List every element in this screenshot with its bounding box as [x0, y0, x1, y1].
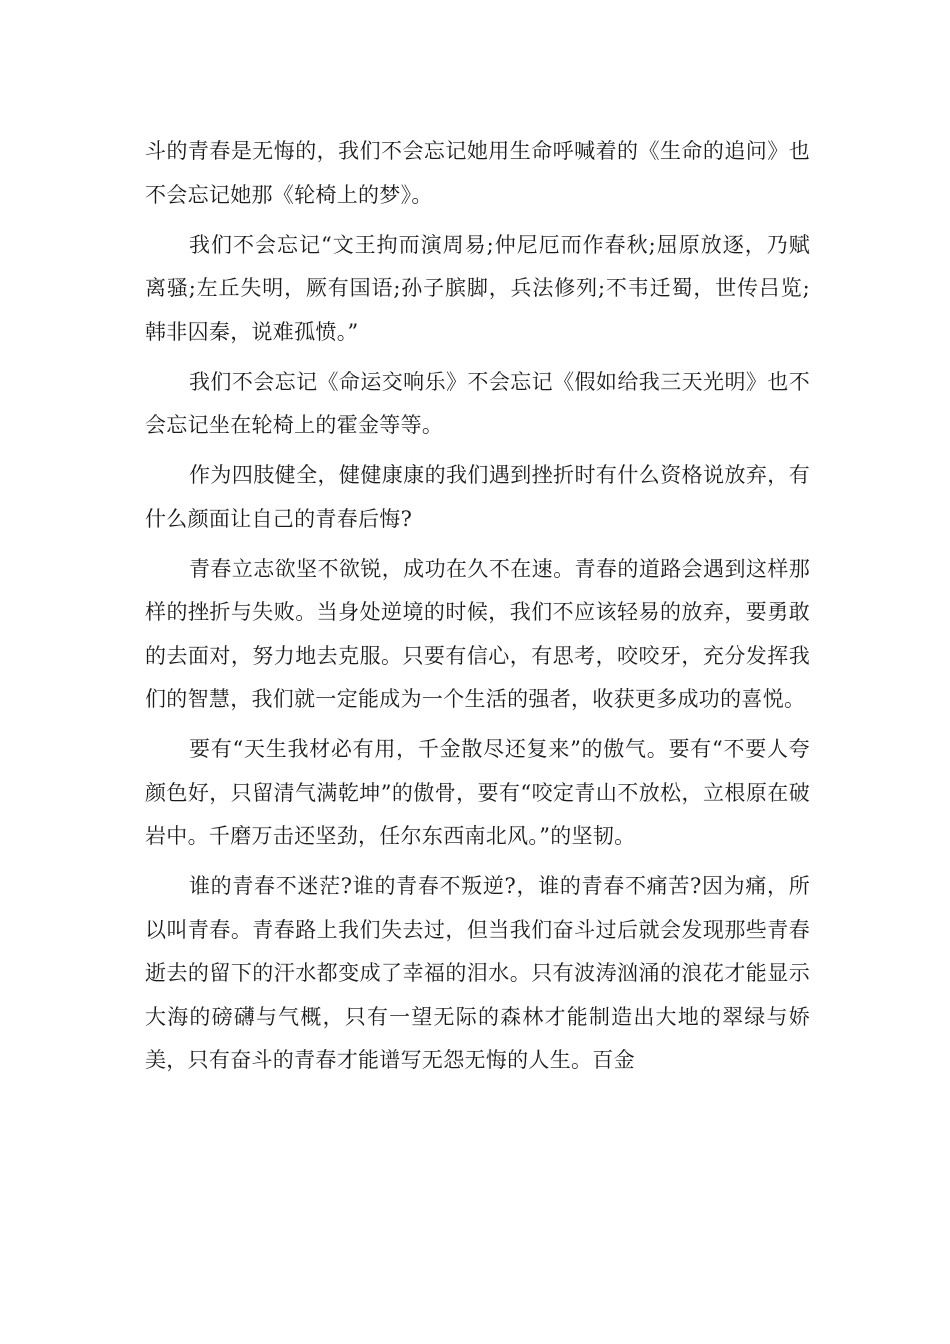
paragraph-1: 斗的青春是无悔的，我们不会忘记她用生命呼喊着的《生命的追问》也不会忘记她那《轮椅上的梦》。: [145, 139, 810, 207]
paragraph-2: 我们不会忘记“文王拘而演周易;仲尼厄而作春秋;屈原放逐，乃赋离骚;左丘失明，厥有国语;孙子膑脚，兵法修列;不韦迁蜀，世传吕览;韩非囚秦，说难孤愤。”: [145, 232, 810, 344]
paragraph-4: 作为四肢健全，健健康康的我们遇到挫折时有什么资格说放弃，有什么颜面让自己的青春后悔?: [145, 463, 810, 531]
document-body: [145, 130, 810, 1089]
paragraph-6: 要有“天生我材必有用，千金散尽还复来”的傲气。要有“不要人夸颜色好，只留清气满乾坤”的傲骨，要有“咬定青山不放松，立根原在破岩中。千磨万击还坚劲，任尔东西南北风。”的坚韧。: [145, 737, 810, 848]
paragraph-3: 我们不会忘记《命运交响乐》不会忘记《假如给我三天光明》也不会忘记坐在轮椅上的霍金等等。: [145, 369, 810, 437]
paragraph-7: 谁的青春不迷茫?谁的青春不叛逆?，谁的青春不痛苦?因为痛，所以叫青春。青春路上我们失去过，但当我们奋斗过后就会发现那些青春逝去的留下的汗水都变成了幸福的泪水。只有波涛汹涌的浪花才能显示大海的磅礴与气概，只有一望无际的森林才能制造出大地的翠绿与娇美，只有奋斗的青春才能谱写无怨无悔的人生。百金: [145, 874, 810, 1072]
paragraph-5: 青春立志欲坚不欲锐，成功在久不在速。青春的道路会遇到这样那样的挫折与失败。当身处逆境的时候，我们不应该轻易的放弃，要勇敢的去面对，努力地去克服。只要有信心，有思考，咬咬牙，充分发挥我们的智慧，我们就一定能成为一个生活的强者，收获更多成功的喜悦。: [145, 556, 810, 711]
